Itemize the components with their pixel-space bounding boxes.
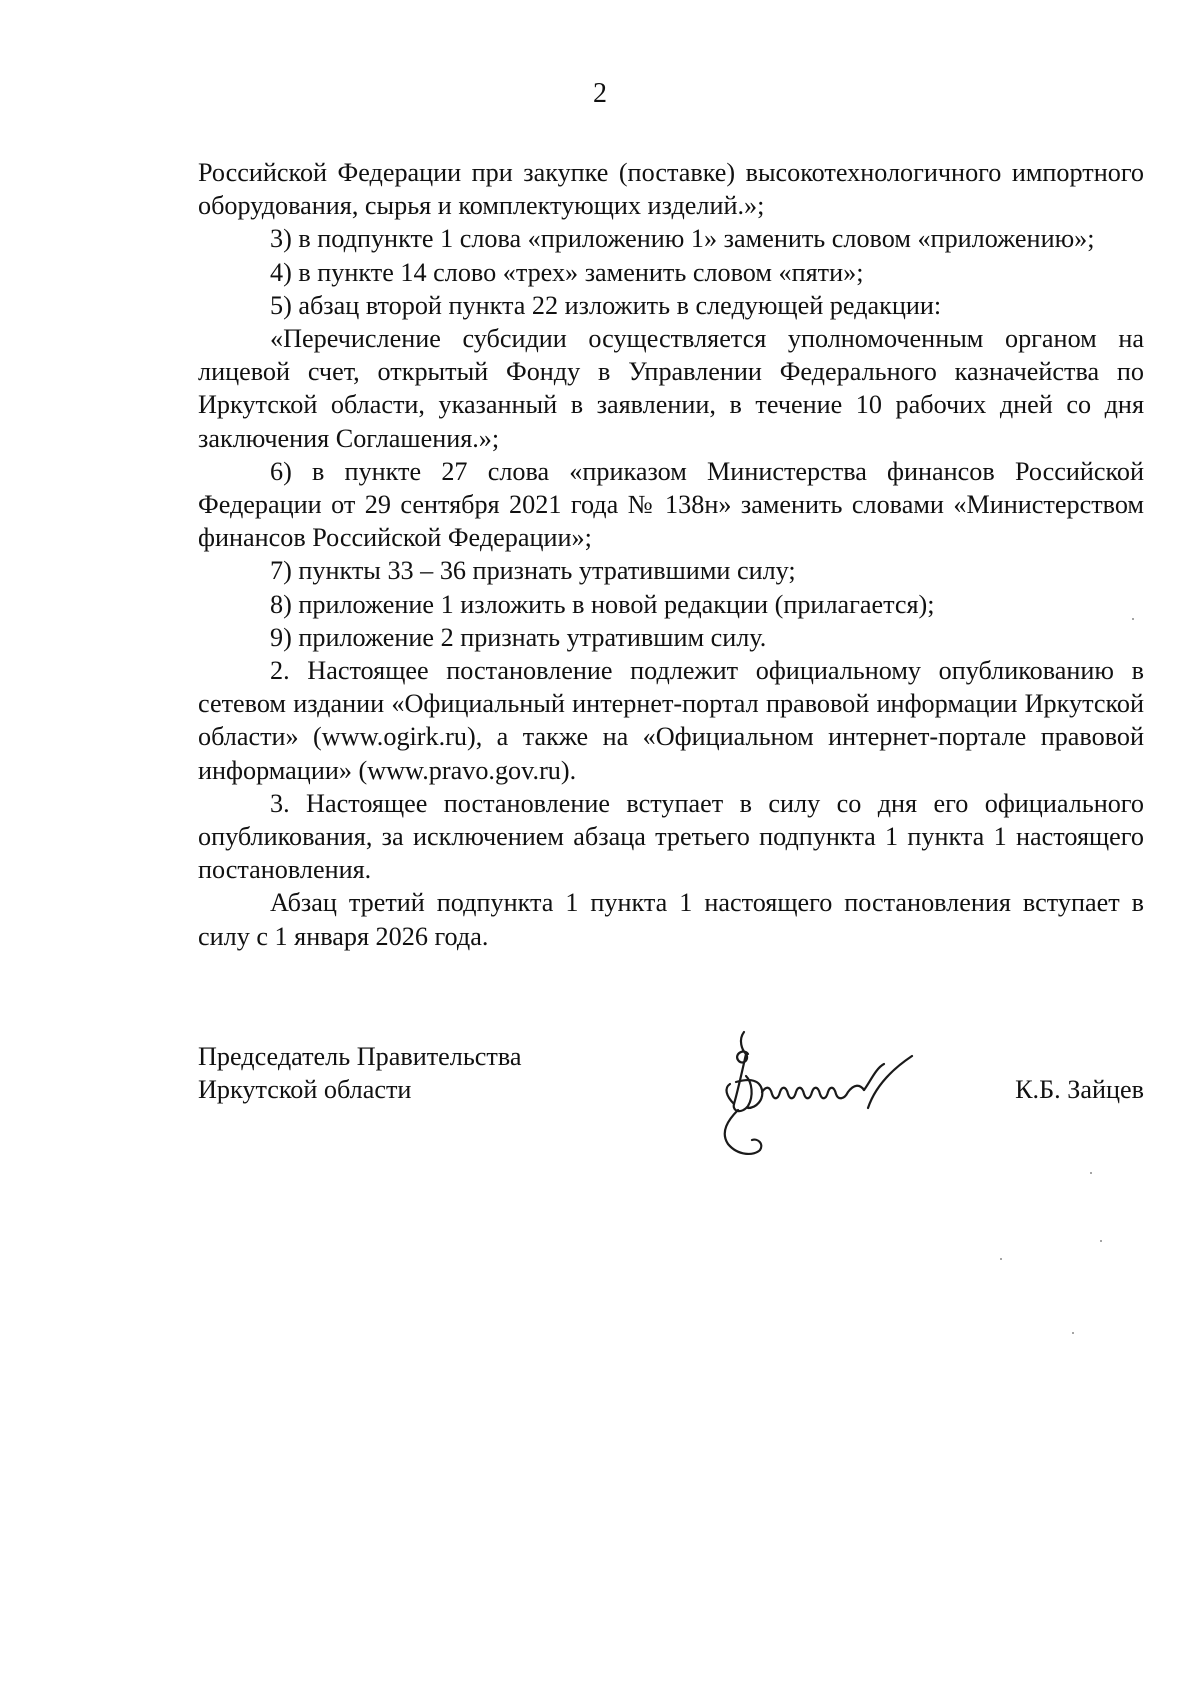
- paragraph-item-4: 4) в пункте 14 слово «трех» заменить словом «пяти»;: [270, 257, 864, 287]
- signer-title-line-1: Председатель Правительства: [198, 1042, 522, 1071]
- scan-speck: [1072, 1332, 1074, 1334]
- document-body: [198, 156, 1144, 953]
- signer-title-line-2: Иркутской области: [198, 1075, 412, 1105]
- paragraph-item-5: 5) абзац второй пункта 22 изложить в следующей редакции:: [270, 290, 942, 320]
- signer-title: [198, 1040, 618, 1106]
- paragraph-effective-date: Абзац третий подпункта 1 пункта 1 настоящего постановления вступает в силу с 1 января 2026 года.: [198, 888, 1144, 951]
- paragraph-item-3: 3) в подпункте 1 слова «приложению 1» заменить словом «приложению»;: [270, 224, 1095, 254]
- paragraph-section-3: 3. Настоящее постановление вступает в силу со дня его официального опубликования, за исключением абзаца третьего подпункта 1 пункта 1 настоящего постановления.: [198, 788, 1144, 885]
- handwritten-signature: [698, 1020, 958, 1170]
- paragraph-item-8: 8) приложение 1 изложить в новой редакции (прилагается);: [270, 589, 935, 619]
- scan-speck: [1132, 618, 1134, 620]
- scan-speck: [1000, 1258, 1002, 1260]
- signer-name: К.Б. Зайцев: [1015, 1075, 1144, 1104]
- paragraph-quoted-text: «Перечисление субсидии осуществляется уполномоченным органом на лицевой счет, открытый Фонду в Управлении Федерального казначейства по Иркутской области, указанный в заявлении, в течение 10 рабочих дней со дня заключения Соглашения.»;: [198, 324, 1144, 453]
- paragraph-continuation: Российской Федерации при закупке (поставке) высокотехнологичного импортного оборудования, сырья и комплектующих изделий.»;: [198, 158, 1144, 221]
- paragraph-item-6: 6) в пункте 27 слова «приказом Министерства финансов Российской Федерации от 29 сентября 2021 года № 138н» заменить словами «Министерством финансов Российской Федерации»;: [198, 456, 1144, 553]
- paragraph-item-7: 7) пункты 33 – 36 признать утратившими силу;: [270, 556, 796, 586]
- paragraph-item-9: 9) приложение 2 признать утратившим силу.: [270, 622, 767, 652]
- paragraph-section-2: 2. Настоящее постановление подлежит официальному опубликованию в сетевом издании «Официальный интернет-портал правовой информации Иркутской области» (www.ogirk.ru), а также на «Официальном интернет-портале правовой информации» (www.pravo.gov.ru).: [198, 656, 1144, 785]
- scan-speck: [1100, 1240, 1102, 1242]
- scan-speck: [1090, 1172, 1092, 1174]
- page-number: 2: [593, 78, 607, 109]
- signature-block: [198, 1040, 1144, 1180]
